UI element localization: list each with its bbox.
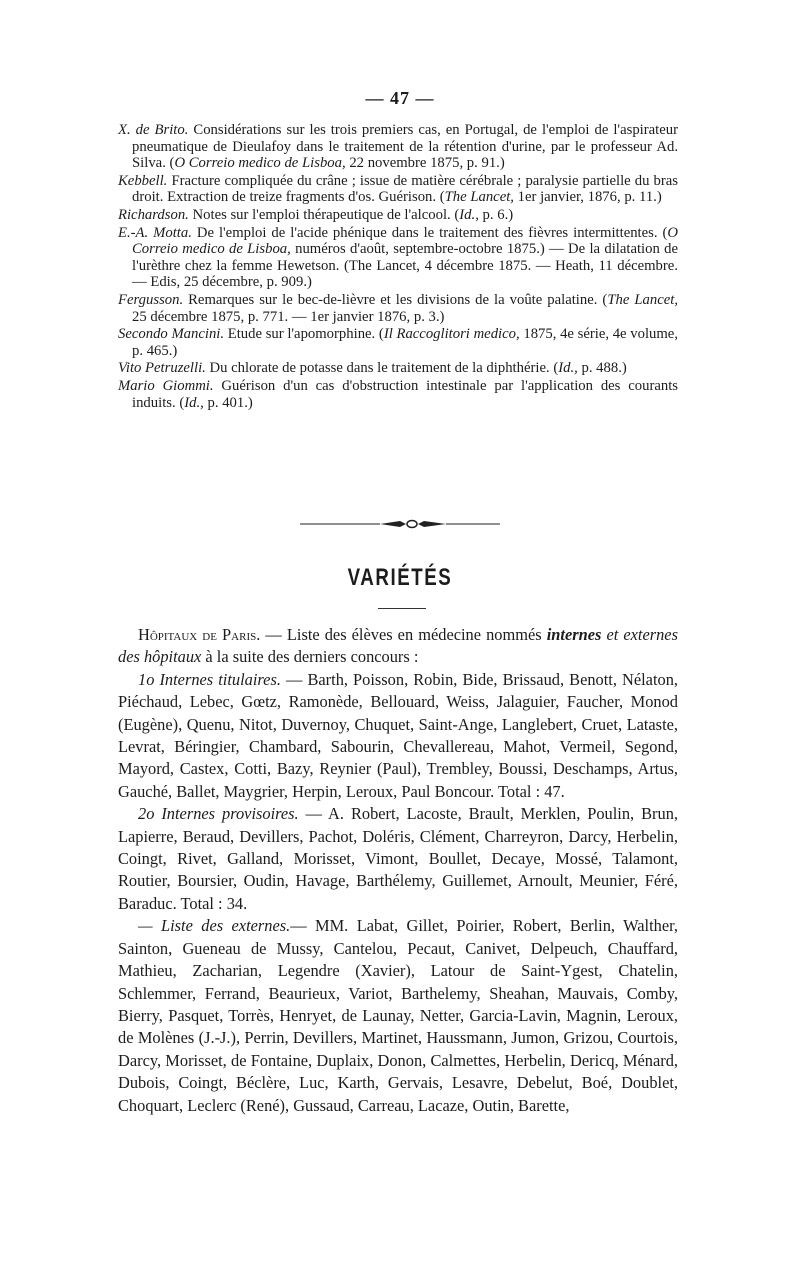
bib-entry <box>118 122 678 172</box>
intro-paragraph <box>118 624 678 669</box>
bib-entry <box>118 378 678 411</box>
bib-text: Considérations sur les trois premiers cas, en Portugal, de l'emploi de l'aspirateur pneumatique de Dieulafoy dans le traitement de la rétention d'urine, par le professeur Ad. Silva. ( <box>132 122 678 172</box>
bib-entry <box>118 173 678 206</box>
bib-author: E.-A. Motta. <box>118 224 192 241</box>
bib-source: Id., <box>558 360 578 377</box>
bib-author: Fergusson. <box>118 291 184 308</box>
bib-text: Notes sur l'emploi thérapeutique de l'alcool. ( <box>188 206 460 223</box>
bib-tail: 22 novembre 1875, p. 91.) <box>345 155 505 172</box>
bib-source: Id., <box>184 394 204 411</box>
bib-source: O Correio medico de Lisboa, <box>132 224 679 258</box>
bib-author: Kebbell. <box>118 172 168 189</box>
bib-text: Remarques sur le bec-de-lièvre et les divisions de la voûte palatine. ( <box>183 291 608 308</box>
bib-entry <box>118 225 678 291</box>
bib-entry <box>118 360 678 377</box>
bib-author: X. de Brito. <box>118 122 189 138</box>
bib-tail: p. 6.) <box>478 206 514 223</box>
bib-author: Vito Petruzelli. <box>118 360 206 377</box>
bib-entry <box>118 326 678 359</box>
bib-source: The Lancet, <box>444 189 514 206</box>
bib-tail: 1er janvier, 1876, p. 11.) <box>513 189 662 206</box>
bibliography-list <box>118 122 678 412</box>
bib-author: Richardson. <box>118 206 189 223</box>
titulaires-paragraph <box>118 669 678 803</box>
bib-text: Etude sur l'apomorphine. ( <box>224 326 384 343</box>
bib-source: Id., <box>459 206 479 223</box>
bib-source: The Lancet, <box>607 291 678 308</box>
lead-heading: Hôpitaux de Paris. <box>138 625 261 644</box>
externes-label: — Liste des externes. <box>138 916 291 936</box>
title-underline <box>378 608 426 609</box>
lead-externes: et externes des hôpitaux <box>118 625 678 667</box>
provisoires-label: 2o Internes provisoires. <box>138 804 299 824</box>
bib-entry <box>118 207 678 224</box>
provisoires-list: — A. Robert, Lacoste, Brault, Merklen, Poulin, Brun, Lapierre, Beraud, Devillers, Pachot, Doléris, Clément, Charreyron, Darcy, Herbelin, Coingt, Rivet, Galland, Morisset, Vimont, Boullet, Decaye, Mossé, Talamont, Routier, Boursier, Oudin, Havage, Barthélemy, Guillemet, Arnoult, Meunier, Féré, Baraduc. Total : 34. <box>118 804 678 913</box>
bib-text: Fracture compliquée du crâne ; issue de matière cérébrale ; paralysie partielle du bras droit. Extraction de treize fragments d'os. Guérison. ( <box>132 172 678 206</box>
main-text <box>118 624 678 1117</box>
section-title: VARIÉTÉS <box>347 564 453 591</box>
bib-tail: 1875, 4e série, 4e volume, p. 465.) <box>132 326 678 359</box>
bib-author: Secondo Mancini. <box>118 326 225 343</box>
titulaires-label: 1o Internes titulaires. <box>138 669 281 689</box>
lead-text: — Liste des élèves en médecine nommés <box>260 625 547 644</box>
bib-tail: p. 488.) <box>577 360 627 377</box>
bib-text: Guérison d'un cas d'obstruction intestinale par l'application des courants induits. ( <box>132 377 679 411</box>
page-number: — 47 — <box>365 88 435 108</box>
bib-text: Du chlorate de potasse dans le traitement de la diphthérie. ( <box>205 360 559 377</box>
lead-internes: internes <box>546 625 602 644</box>
externes-paragraph <box>118 915 678 1117</box>
bib-tail: 25 décembre 1875, p. 771. — 1er janvier 1876, p. 3.) <box>132 308 445 325</box>
bib-author: Mario Giommi. <box>118 377 214 394</box>
bib-entry <box>118 292 678 325</box>
externes-list: — MM. Labat, Gillet, Poirier, Robert, Berlin, Walther, Sainton, Gueneau de Mussy, Cantelou, Pecaut, Canivet, Delpeuch, Chauffard, Mathieu, Zacharian, Legendre (Xavier), Latour de Saint-Ygest, Chatelin, Schlemmer, Ferrand, Beaurieux, Variot, Barthelemy, Sheahan, Mauvais, Comby, Bierry, Pasquet, Torrès, Henryet, de Launay, Netter, Garcia-Lavin, Magnin, Leroux, de Molènes (J.-J.), Perrin, Devillers, Martinet, Haussmann, Jumon, Grizou, Courtois, Darcy, Morisset, de Fontaine, Duplaix, Donon, Calmettes, Herbelin, Dericq, Ménard, Dubois, Coingt, Béclère, Luc, Karth, Gervais, Lesavre, Debelut, Boé, Doublet, Choquart, Leclerc (René), Gussaud, Carreau, Lacaze, Outin, Barette, <box>118 916 679 1115</box>
provisoires-paragraph <box>118 803 678 915</box>
titulaires-list: — Barth, Poisson, Robin, Bide, Brissaud, Benott, Nélaton, Piéchaud, Lebec, Gœtz, Ramonède, Bellouard, Weiss, Jalaguier, Faucher, Monod (Eugène), Quenu, Nitot, Duvernoy, Chuquet, Saint-Ange, Langlebert, Cruet, Lataste, Levrat, Béringier, Chambard, Sabourin, Chevallereau, Mahot, Vermeil, Segond, Mayord, Castex, Cotti, Bazy, Reynier (Paul), Trembley, Boussi, Deschamps, Artus, Gauché, Ballet, Maygrier, Herpin, Leroux, Paul Boncour. Total : 47. <box>118 669 678 801</box>
section-divider-ornament <box>300 518 510 530</box>
lead-end: à la suite des derniers concours : <box>201 647 419 667</box>
bib-text: De l'emploi de l'acide phénique dans le traitement des fièvres intermittentes. ( <box>191 224 668 241</box>
bib-tail: numéros d'août, septembre-octobre 1875.) — De la dilatation de l'urèthre chez la femme Hewetson. (The Lancet, 4 décembre 1875. — Heath, 11 décembre. — Edis, 25 décembre, p. 909.) <box>132 241 678 291</box>
bib-source: Il Raccoglitori medico, <box>383 326 520 343</box>
bib-tail: p. 401.) <box>203 394 253 411</box>
bib-source: O Correio medico de Lisboa, <box>174 155 346 172</box>
